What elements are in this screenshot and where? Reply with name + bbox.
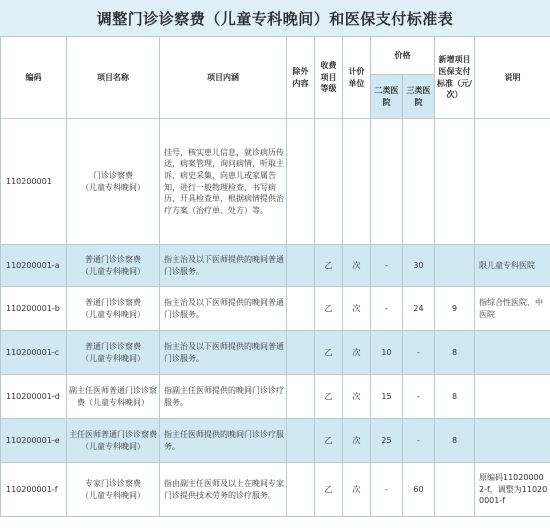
row-class3: 30 (403, 245, 435, 287)
table-row (1, 119, 550, 245)
table-row (1, 287, 550, 331)
row-standard: 8 (435, 419, 475, 463)
row-unit: 次 (343, 463, 371, 517)
row-unit: 次 (343, 375, 371, 419)
row-code: 110200001-d (1, 375, 67, 419)
row-content: 指副主任医师提供的晚间门诊诊疗服务。 (160, 375, 287, 419)
header-grade: 收费项目等级 (315, 37, 343, 119)
row-exclusions (287, 119, 315, 245)
row-standard (435, 463, 475, 517)
row-content: 指主治及以下医师提供的晚间普通门诊服务。 (160, 287, 287, 331)
row-unit: 次 (343, 331, 371, 375)
header-class3: 三类医院 (403, 75, 435, 119)
row-content: 指由副主任医师及以上在晚间专家门诊提供技术劳务的诊疗服务。 (160, 463, 287, 517)
row-grade: 乙 (315, 331, 343, 375)
header-content: 项目内涵 (160, 37, 287, 119)
row-code: 110200001-f (1, 463, 67, 517)
row-code: 110200001-c (1, 331, 67, 375)
row-name-line1: 普通门诊诊察费 (85, 297, 141, 307)
row-grade: 乙 (315, 375, 343, 419)
row-name (67, 463, 160, 517)
row-note (475, 375, 550, 419)
row-unit (343, 119, 371, 245)
table-row (1, 331, 550, 375)
row-standard: 8 (435, 375, 475, 419)
table-row (1, 375, 550, 419)
row-class3: 24 (403, 287, 435, 331)
header-exclusions: 除外内容 (287, 37, 315, 119)
row-grade: 乙 (315, 419, 343, 463)
row-grade: 乙 (315, 463, 343, 517)
row-class2: 10 (371, 331, 403, 375)
header-unit: 计价单位 (343, 37, 371, 119)
row-name-line1: 门诊诊察费 (93, 170, 133, 180)
row-note: 指综合性医院、中医院 (475, 287, 550, 331)
row-name-line1: 普通门诊诊察费 (85, 254, 141, 264)
row-class2: 15 (371, 375, 403, 419)
row-unit: 次 (343, 419, 371, 463)
row-grade (315, 119, 343, 245)
header-standard: 新增项目医保支付标准（元/次） (435, 37, 475, 119)
row-standard: 9 (435, 287, 475, 331)
row-class3: 60 (403, 463, 435, 517)
row-name-line1: 主任医师普通门诊诊察费 (69, 429, 157, 439)
row-class3: - (403, 331, 435, 375)
row-content: 指主治及以下医师提供的晚间普通门诊服务。 (160, 331, 287, 375)
row-unit: 次 (343, 245, 371, 287)
row-code: 110200001-a (1, 245, 67, 287)
row-class3 (403, 119, 435, 245)
row-code: 110200001-b (1, 287, 67, 331)
row-name (67, 331, 160, 375)
row-name-line2: （儿童专科晚间） (81, 353, 145, 363)
row-grade: 乙 (315, 245, 343, 287)
header-note: 说明 (475, 37, 550, 119)
row-note (475, 119, 550, 245)
row-exclusions (287, 375, 315, 419)
row-content: 挂号，核实患儿信息，就诊病历传送，病案管理，询问病情，听取主诉，病史采集，向患儿或家属告知，进行一般物理检查，书写病历，开具检查单，根据病情提供治疗方案（治疗单、处方）等。 (160, 119, 287, 245)
row-class2: - (371, 287, 403, 331)
row-name (67, 119, 160, 245)
header-price: 价格 (371, 37, 435, 75)
row-note: 原编码110200002-f，调整为110200001-f (475, 463, 550, 517)
row-exclusions (287, 287, 315, 331)
header-code: 编码 (1, 37, 67, 119)
row-code: 110200001-e (1, 419, 67, 463)
table-title: 调整门诊诊察费（儿童专科晚间）和医保支付标准表 (0, 0, 550, 37)
row-content: 指主任医师提供的晚间门诊诊疗服务。 (160, 419, 287, 463)
row-class2: 25 (371, 419, 403, 463)
row-code: 110200001 (1, 119, 67, 245)
row-standard (435, 245, 475, 287)
row-grade: 乙 (315, 287, 343, 331)
row-class3: - (403, 375, 435, 419)
table-row (1, 419, 550, 463)
header-class2: 二类医院 (371, 75, 403, 119)
row-name-line2: （儿童专科晚间） (81, 182, 145, 192)
row-name-line1: 普通门诊诊察费 (85, 341, 141, 351)
row-name-line1: 专家门诊诊察费 (85, 478, 141, 488)
row-name (67, 287, 160, 331)
row-note: 限儿童专科医院 (475, 245, 550, 287)
row-note (475, 331, 550, 375)
row-note (475, 419, 550, 463)
table-row (1, 245, 550, 287)
table-row (1, 463, 550, 517)
row-class2 (371, 119, 403, 245)
row-name: 副主任医师普通门诊诊察费（儿童专科晚间） (67, 375, 160, 419)
header-name: 项目名称 (67, 37, 160, 119)
row-name-line2: （儿童专科晚间） (81, 490, 145, 500)
fee-table (0, 36, 550, 517)
row-exclusions (287, 463, 315, 517)
row-standard (435, 119, 475, 245)
row-name (67, 245, 160, 287)
row-name-line2: （儿童专科晚间） (81, 309, 145, 319)
row-name (67, 419, 160, 463)
row-exclusions (287, 331, 315, 375)
row-standard: 8 (435, 331, 475, 375)
row-class3: - (403, 419, 435, 463)
row-exclusions (287, 419, 315, 463)
row-class2: - (371, 245, 403, 287)
row-name-line2: （儿童专科晚间） (81, 441, 145, 451)
row-content: 指主治及以下医师提供的晚间普通门诊服务。 (160, 245, 287, 287)
row-exclusions (287, 245, 315, 287)
row-name-line2: （儿童专科晚间） (81, 266, 145, 276)
row-class2: - (371, 463, 403, 517)
row-unit: 次 (343, 287, 371, 331)
